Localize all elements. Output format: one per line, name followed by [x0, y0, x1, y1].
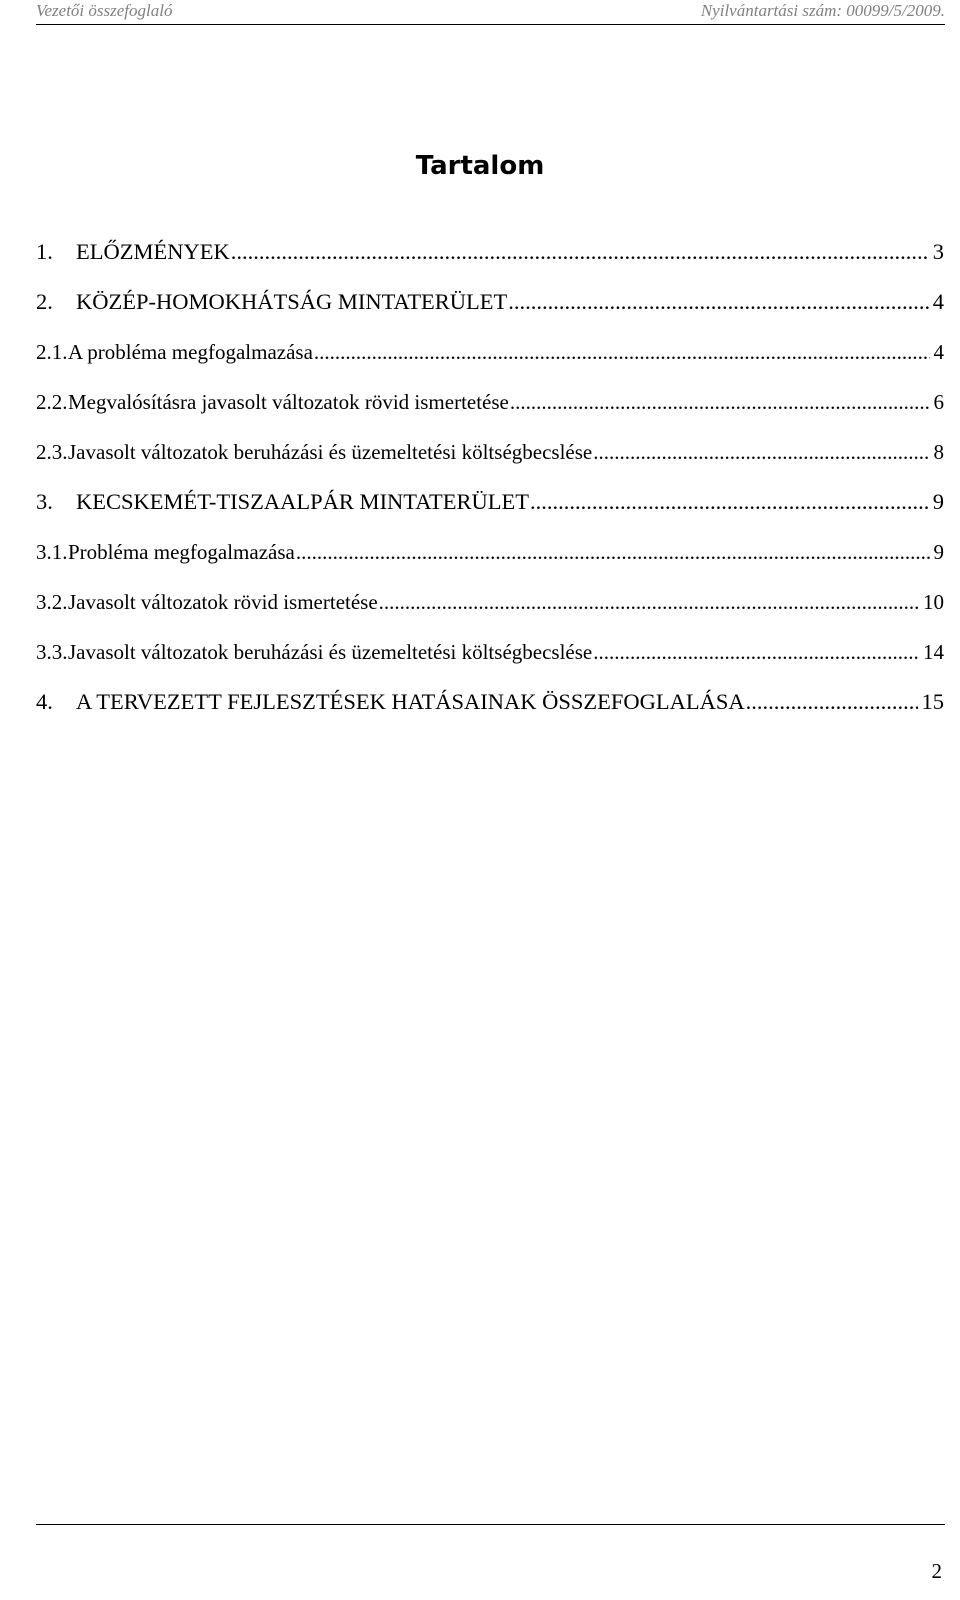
toc-entry-title: Megvalósításra javasolt változatok rövid ismertetése — [68, 390, 509, 414]
header-document-title: Vezetői összefoglaló — [36, 1, 173, 20]
toc-entry-page: 8 — [933, 440, 944, 464]
toc-entry[interactable] — [36, 682, 944, 722]
toc-entry-page: 6 — [933, 390, 944, 414]
page-title: Tartalom — [415, 151, 545, 181]
toc-entry-title: ELŐZMÉNYEK — [76, 239, 230, 264]
toc-dot-leader — [314, 332, 930, 372]
toc-entry-page: 15 — [921, 689, 944, 714]
toc-entry[interactable] — [36, 382, 944, 422]
toc-entry-title: Javasolt változatok rövid ismertetése — [68, 590, 378, 614]
page-number: 2 — [931, 1559, 942, 1583]
toc-entry-number: 2. — [36, 289, 53, 314]
toc-entry-number: 2.3. — [36, 440, 68, 464]
toc-entry-number: 3.1. — [36, 540, 68, 564]
toc-dot-leader — [510, 382, 930, 422]
toc-dot-leader — [746, 682, 918, 722]
toc-entry[interactable] — [36, 232, 944, 272]
toc-entry-title: Probléma megfogalmazása — [68, 540, 295, 564]
toc-entry-page: 9 — [932, 489, 944, 514]
toc-entry[interactable] — [36, 482, 944, 522]
toc-entry-page: 3 — [932, 239, 944, 264]
toc-entry[interactable] — [36, 582, 944, 622]
toc-dot-leader — [296, 532, 930, 572]
toc-entry-page: 14 — [923, 640, 944, 664]
toc-entry-number: 4. — [36, 689, 53, 714]
toc-entry-title: Javasolt változatok beruházási és üzemeltetési költségbecslése — [68, 440, 593, 464]
toc-entry[interactable] — [36, 432, 944, 472]
toc-entry-page: 4 — [933, 340, 944, 364]
toc-dot-leader — [231, 232, 929, 272]
toc-entry-number: 1. — [36, 239, 53, 264]
toc-entry-title: Javasolt változatok beruházási és üzemeltetési költségbecslése — [68, 640, 593, 664]
toc-entry[interactable] — [36, 632, 944, 672]
toc-entry[interactable] — [36, 532, 944, 572]
toc-entry[interactable] — [36, 282, 944, 322]
toc-entry-title: A TERVEZETT FEJLESZTÉSEK HATÁSAINAK ÖSSZEFOGLALÁSA — [76, 689, 745, 714]
running-header — [36, 0, 945, 25]
toc-entry-number: 2.2. — [36, 390, 68, 414]
toc-entry-number: 3. — [36, 489, 53, 514]
toc-dot-leader — [530, 482, 929, 522]
toc-dot-leader — [508, 282, 928, 322]
toc-entry-title: KECSKEMÉT-TISZAALPÁR MINTATERÜLET — [76, 489, 529, 514]
toc-entry-number: 3.3. — [36, 640, 68, 664]
header-registration-number: Nyilvántartási szám: 00099/5/2009. — [700, 1, 945, 20]
toc-entry-title: A probléma megfogalmazása — [68, 340, 313, 364]
toc-entry-page: 4 — [932, 289, 944, 314]
toc-dot-leader — [593, 432, 929, 472]
toc-entry-page: 9 — [933, 540, 944, 564]
toc-entry-title: KÖZÉP-HOMOKHÁTSÁG MINTATERÜLET — [76, 289, 508, 314]
footer-divider — [36, 1524, 945, 1525]
toc-entry-page: 10 — [923, 590, 944, 614]
toc-entry[interactable] — [36, 332, 944, 372]
toc-dot-leader — [379, 582, 919, 622]
toc-entry-number: 3.2. — [36, 590, 68, 614]
toc-entry-number: 2.1. — [36, 340, 68, 364]
toc-dot-leader — [593, 632, 919, 672]
